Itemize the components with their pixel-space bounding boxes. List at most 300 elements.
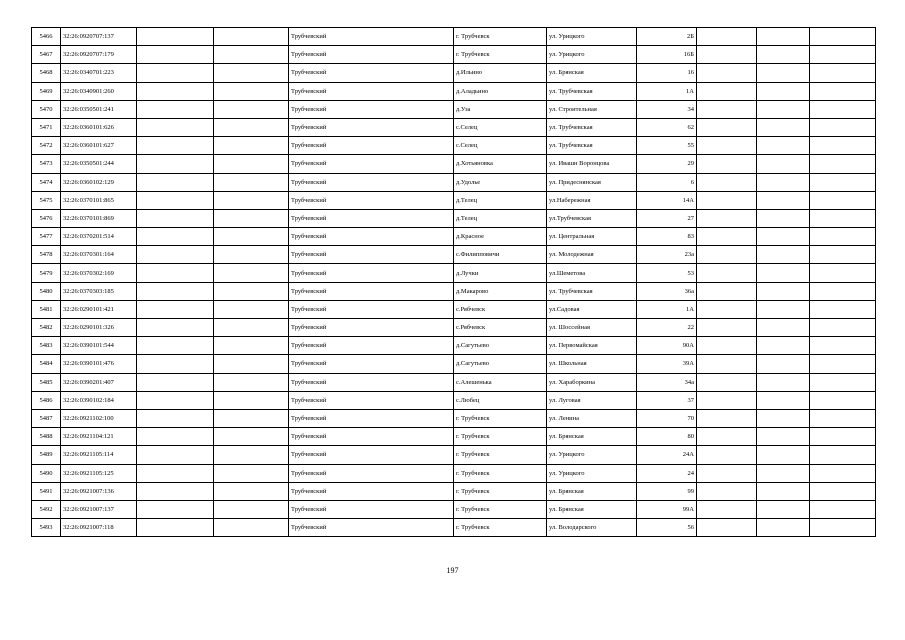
cell-empty — [810, 337, 876, 355]
cell-empty — [757, 264, 810, 282]
cell-empty — [697, 100, 757, 118]
cell-house: 6 — [637, 173, 697, 191]
table-row — [32, 246, 876, 264]
cell-number: 5469 — [32, 82, 61, 100]
cell-empty — [137, 428, 214, 446]
cell-district: Трубчевский — [289, 137, 454, 155]
table-row — [32, 46, 876, 64]
cell-empty — [214, 300, 289, 318]
cell-empty — [697, 391, 757, 409]
cell-empty — [214, 428, 289, 446]
cell-empty — [214, 118, 289, 136]
cell-street: ул. Брянская — [547, 482, 637, 500]
cell-cadastral-number: 32:26:0921007:136 — [61, 482, 137, 500]
cell-empty — [697, 82, 757, 100]
cell-empty — [214, 209, 289, 227]
cell-number: 5482 — [32, 319, 61, 337]
cell-empty — [810, 319, 876, 337]
cell-empty — [697, 155, 757, 173]
cell-number: 5468 — [32, 64, 61, 82]
cell-locality: д.Хотьяновка — [454, 155, 547, 173]
cell-empty — [214, 282, 289, 300]
cell-empty — [214, 46, 289, 64]
cell-locality: д.Удолье — [454, 173, 547, 191]
cell-house: 22 — [637, 319, 697, 337]
cell-empty — [810, 28, 876, 46]
table-row — [32, 264, 876, 282]
cell-empty — [697, 337, 757, 355]
cell-empty — [137, 264, 214, 282]
cell-empty — [697, 428, 757, 446]
cell-cadastral-number: 32:26:0370201:514 — [61, 228, 137, 246]
cell-empty — [697, 209, 757, 227]
cell-locality: г. Трубчевск — [454, 409, 547, 427]
cell-empty — [697, 137, 757, 155]
cell-cadastral-number: 32:26:0360101:627 — [61, 137, 137, 155]
cell-empty — [137, 173, 214, 191]
cell-house: 2Б — [637, 28, 697, 46]
cell-cadastral-number: 32:26:0920707:137 — [61, 28, 137, 46]
cell-street: ул. Урицкого — [547, 464, 637, 482]
cell-number: 5470 — [32, 100, 61, 118]
cell-number: 5478 — [32, 246, 61, 264]
cell-empty — [214, 391, 289, 409]
cell-empty — [757, 319, 810, 337]
cell-empty — [757, 500, 810, 518]
cell-empty — [810, 155, 876, 173]
cell-street: ул.Трубчевская — [547, 209, 637, 227]
cell-house: 37 — [637, 391, 697, 409]
cell-empty — [214, 355, 289, 373]
cell-empty — [757, 118, 810, 136]
cell-locality: д.Сагутьево — [454, 337, 547, 355]
cell-cadastral-number: 32:26:0360101:626 — [61, 118, 137, 136]
cell-empty — [137, 82, 214, 100]
cell-district: Трубчевский — [289, 282, 454, 300]
table-row — [32, 464, 876, 482]
cell-empty — [810, 64, 876, 82]
cell-empty — [810, 82, 876, 100]
cell-empty — [137, 373, 214, 391]
cell-number: 5476 — [32, 209, 61, 227]
cell-number: 5488 — [32, 428, 61, 446]
cell-empty — [697, 118, 757, 136]
cell-district: Трубчевский — [289, 118, 454, 136]
cell-cadastral-number: 32:26:0340901:260 — [61, 82, 137, 100]
table-row — [32, 228, 876, 246]
cell-district: Трубчевский — [289, 428, 454, 446]
cell-district: Трубчевский — [289, 373, 454, 391]
cell-empty — [214, 28, 289, 46]
cell-street: ул. Луговая — [547, 391, 637, 409]
cell-empty — [757, 100, 810, 118]
table-body — [32, 28, 876, 537]
cell-empty — [214, 246, 289, 264]
cell-empty — [757, 391, 810, 409]
cell-house: 70 — [637, 409, 697, 427]
cell-cadastral-number: 32:26:0920707:179 — [61, 46, 137, 64]
cell-district: Трубчевский — [289, 355, 454, 373]
cell-empty — [137, 64, 214, 82]
table-row — [32, 137, 876, 155]
cell-empty — [214, 155, 289, 173]
cell-empty — [137, 355, 214, 373]
cell-empty — [137, 337, 214, 355]
cell-house: 53 — [637, 264, 697, 282]
page-number: 197 — [446, 566, 459, 575]
cell-empty — [137, 100, 214, 118]
cell-cadastral-number: 32:26:0370302:169 — [61, 264, 137, 282]
cell-empty — [137, 246, 214, 264]
cell-empty — [810, 282, 876, 300]
cell-number: 5486 — [32, 391, 61, 409]
cell-locality: д.Ильино — [454, 64, 547, 82]
cell-cadastral-number: 32:26:0390201:407 — [61, 373, 137, 391]
cell-number: 5491 — [32, 482, 61, 500]
cell-empty — [697, 246, 757, 264]
cell-empty — [810, 464, 876, 482]
cell-empty — [137, 391, 214, 409]
cell-house: 24 — [637, 464, 697, 482]
table-row — [32, 428, 876, 446]
cell-empty — [810, 409, 876, 427]
cell-empty — [810, 228, 876, 246]
cell-empty — [137, 409, 214, 427]
cell-street: ул. Придеснянская — [547, 173, 637, 191]
cell-empty — [810, 173, 876, 191]
cell-empty — [137, 191, 214, 209]
cell-locality: д.Макарово — [454, 282, 547, 300]
cell-district: Трубчевский — [289, 46, 454, 64]
cell-empty — [137, 519, 214, 537]
cell-empty — [137, 482, 214, 500]
table-row — [32, 173, 876, 191]
cell-number: 5467 — [32, 46, 61, 64]
cell-empty — [137, 46, 214, 64]
cell-empty — [137, 282, 214, 300]
cell-house: 27 — [637, 209, 697, 227]
cell-street: ул. Первомайская — [547, 337, 637, 355]
cell-empty — [214, 264, 289, 282]
cell-empty — [810, 137, 876, 155]
cell-house: 36а — [637, 282, 697, 300]
cell-empty — [697, 300, 757, 318]
cell-street: ул. Трубчевская — [547, 82, 637, 100]
cell-locality: с.Селец — [454, 118, 547, 136]
cell-house: 24А — [637, 446, 697, 464]
cell-district: Трубчевский — [289, 446, 454, 464]
cell-district: Трубчевский — [289, 28, 454, 46]
cell-empty — [810, 264, 876, 282]
table-row — [32, 446, 876, 464]
cell-empty — [697, 264, 757, 282]
cell-cadastral-number: 32:26:0360102:129 — [61, 173, 137, 191]
cell-district: Трубчевский — [289, 155, 454, 173]
cell-empty — [697, 173, 757, 191]
cell-number: 5480 — [32, 282, 61, 300]
cell-empty — [757, 82, 810, 100]
cell-locality: д.Аладьино — [454, 82, 547, 100]
cell-empty — [810, 373, 876, 391]
cell-district: Трубчевский — [289, 228, 454, 246]
cell-cadastral-number: 32:26:0370301:164 — [61, 246, 137, 264]
cell-empty — [757, 300, 810, 318]
cell-empty — [214, 373, 289, 391]
cell-empty — [697, 191, 757, 209]
cell-cadastral-number: 32:26:0921105:125 — [61, 464, 137, 482]
cell-empty — [137, 137, 214, 155]
table-row — [32, 300, 876, 318]
cell-number: 5490 — [32, 464, 61, 482]
cell-empty — [214, 519, 289, 537]
cell-empty — [810, 391, 876, 409]
cell-house: 80 — [637, 428, 697, 446]
cell-empty — [810, 46, 876, 64]
cell-district: Трубчевский — [289, 337, 454, 355]
cell-street: ул. Урицкого — [547, 446, 637, 464]
cell-district: Трубчевский — [289, 319, 454, 337]
cell-locality: г. Трубчевск — [454, 446, 547, 464]
cell-empty — [697, 519, 757, 537]
cell-street: ул. Брянская — [547, 500, 637, 518]
table-row — [32, 500, 876, 518]
cell-cadastral-number: 32:26:0290101:326 — [61, 319, 137, 337]
cell-locality: с.Филипповичи — [454, 246, 547, 264]
cell-empty — [137, 319, 214, 337]
cell-district: Трубчевский — [289, 464, 454, 482]
cell-district: Трубчевский — [289, 391, 454, 409]
cell-street: ул. Ленина — [547, 409, 637, 427]
table-row — [32, 355, 876, 373]
cell-empty — [214, 464, 289, 482]
cell-street: ул. Урицкого — [547, 46, 637, 64]
cell-empty — [757, 428, 810, 446]
cell-empty — [757, 191, 810, 209]
cell-cadastral-number: 32:26:0390101:476 — [61, 355, 137, 373]
cell-district: Трубчевский — [289, 82, 454, 100]
cell-empty — [137, 300, 214, 318]
cell-empty — [757, 355, 810, 373]
cell-street: ул. Шоссейная — [547, 319, 637, 337]
cell-street: ул. Молодежная — [547, 246, 637, 264]
cell-house: 23а — [637, 246, 697, 264]
cell-street: ул. Школьная — [547, 355, 637, 373]
cell-empty — [757, 409, 810, 427]
table-row — [32, 391, 876, 409]
cell-empty — [214, 173, 289, 191]
cell-empty — [137, 155, 214, 173]
cell-empty — [697, 464, 757, 482]
table-row — [32, 282, 876, 300]
cell-empty — [757, 246, 810, 264]
cell-street: ул. Центральная — [547, 228, 637, 246]
cell-empty — [697, 228, 757, 246]
cell-locality: г. Трубчевск — [454, 482, 547, 500]
cell-cadastral-number: 32:26:0390102:184 — [61, 391, 137, 409]
cell-number: 5473 — [32, 155, 61, 173]
cell-number: 5485 — [32, 373, 61, 391]
cell-street: ул. Трубчевская — [547, 118, 637, 136]
cell-district: Трубчевский — [289, 264, 454, 282]
cell-empty — [757, 46, 810, 64]
cell-locality: г. Трубчевск — [454, 519, 547, 537]
cell-house: 62 — [637, 118, 697, 136]
cell-empty — [697, 64, 757, 82]
cell-cadastral-number: 32:26:0370101:869 — [61, 209, 137, 227]
cell-number: 5484 — [32, 355, 61, 373]
cell-empty — [214, 228, 289, 246]
cell-house: 90А — [637, 337, 697, 355]
cell-empty — [697, 373, 757, 391]
cell-empty — [810, 500, 876, 518]
cell-locality: г. Трубчевск — [454, 428, 547, 446]
cell-street: ул.Набережная — [547, 191, 637, 209]
table-row — [32, 519, 876, 537]
cell-empty — [137, 118, 214, 136]
cell-cadastral-number: 32:26:0921104:121 — [61, 428, 137, 446]
table-row — [32, 409, 876, 427]
cell-district: Трубчевский — [289, 300, 454, 318]
cell-locality: д.Сагутьево — [454, 355, 547, 373]
cell-street: ул. Урицкого — [547, 28, 637, 46]
cell-locality: д.Лучки — [454, 264, 547, 282]
table-row — [32, 209, 876, 227]
cell-empty — [214, 337, 289, 355]
cell-empty — [757, 173, 810, 191]
cell-empty — [757, 464, 810, 482]
table-row — [32, 155, 876, 173]
cell-cadastral-number: 32:26:0370101:865 — [61, 191, 137, 209]
cell-empty — [810, 446, 876, 464]
cell-street: ул. Брянская — [547, 64, 637, 82]
cell-cadastral-number: 32:26:0350501:241 — [61, 100, 137, 118]
cell-locality: г. Трубчевск — [454, 500, 547, 518]
cell-empty — [137, 209, 214, 227]
cell-cadastral-number: 32:26:0350501:244 — [61, 155, 137, 173]
cell-empty — [810, 209, 876, 227]
cell-locality: с.Алешенька — [454, 373, 547, 391]
cell-number: 5493 — [32, 519, 61, 537]
cell-district: Трубчевский — [289, 409, 454, 427]
table-row — [32, 118, 876, 136]
table-row — [32, 28, 876, 46]
cell-empty — [757, 64, 810, 82]
cell-number: 5474 — [32, 173, 61, 191]
cell-number: 5483 — [32, 337, 61, 355]
cell-empty — [757, 228, 810, 246]
cell-empty — [810, 519, 876, 537]
cell-number: 5481 — [32, 300, 61, 318]
cell-district: Трубчевский — [289, 482, 454, 500]
cell-empty — [137, 28, 214, 46]
cell-empty — [810, 355, 876, 373]
table-row — [32, 337, 876, 355]
cell-cadastral-number: 32:26:0290101:421 — [61, 300, 137, 318]
cell-cadastral-number: 32:26:0921102:100 — [61, 409, 137, 427]
cell-empty — [214, 82, 289, 100]
cell-empty — [757, 337, 810, 355]
cell-empty — [214, 100, 289, 118]
cell-house: 1А — [637, 300, 697, 318]
cell-empty — [697, 319, 757, 337]
cell-locality: с.Селец — [454, 137, 547, 155]
cell-cadastral-number: 32:26:0921105:114 — [61, 446, 137, 464]
cell-street: ул. Брянская — [547, 428, 637, 446]
table-row — [32, 82, 876, 100]
cell-district: Трубчевский — [289, 64, 454, 82]
cell-locality: г. Трубчевск — [454, 46, 547, 64]
cell-empty — [757, 282, 810, 300]
cell-house: 99А — [637, 500, 697, 518]
cell-number: 5477 — [32, 228, 61, 246]
cell-number: 5471 — [32, 118, 61, 136]
cell-locality: д.Красное — [454, 228, 547, 246]
table-row — [32, 319, 876, 337]
cell-district: Трубчевский — [289, 246, 454, 264]
cell-number: 5479 — [32, 264, 61, 282]
cell-house: 39А — [637, 355, 697, 373]
cell-locality: с.Рябчевск — [454, 319, 547, 337]
cell-house: 55 — [637, 137, 697, 155]
cell-empty — [697, 409, 757, 427]
cell-empty — [137, 464, 214, 482]
cell-district: Трубчевский — [289, 209, 454, 227]
cell-number: 5492 — [32, 500, 61, 518]
cell-street: ул. Трубчевская — [547, 137, 637, 155]
cell-locality: д.Телец — [454, 209, 547, 227]
cell-locality: с.Любец — [454, 391, 547, 409]
cell-house: 1А — [637, 82, 697, 100]
cell-empty — [214, 319, 289, 337]
table-row — [32, 64, 876, 82]
cell-empty — [697, 355, 757, 373]
cell-locality: г. Трубчевск — [454, 28, 547, 46]
cell-empty — [214, 446, 289, 464]
cell-empty — [697, 500, 757, 518]
cell-empty — [214, 137, 289, 155]
cell-street: ул. Ивашн Воронцова — [547, 155, 637, 173]
cell-cadastral-number: 32:26:0390101:544 — [61, 337, 137, 355]
cell-empty — [137, 228, 214, 246]
cell-number: 5475 — [32, 191, 61, 209]
cell-empty — [214, 409, 289, 427]
cell-empty — [214, 64, 289, 82]
cell-locality: г. Трубчевск — [454, 464, 547, 482]
cell-house: 83 — [637, 228, 697, 246]
cell-street: ул. Володарского — [547, 519, 637, 537]
cell-number: 5487 — [32, 409, 61, 427]
cell-house: 34а — [637, 373, 697, 391]
cell-locality: д.Уза — [454, 100, 547, 118]
cell-house: 14А — [637, 191, 697, 209]
table-row — [32, 100, 876, 118]
cell-district: Трубчевский — [289, 191, 454, 209]
cell-empty — [810, 482, 876, 500]
cell-empty — [757, 28, 810, 46]
cell-cadastral-number: 32:26:0340701:223 — [61, 64, 137, 82]
cell-house: 16 — [637, 64, 697, 82]
cell-cadastral-number: 32:26:0921007:137 — [61, 500, 137, 518]
cell-empty — [810, 428, 876, 446]
cell-cadastral-number: 32:26:0921007:118 — [61, 519, 137, 537]
cell-number: 5466 — [32, 28, 61, 46]
cell-empty — [757, 373, 810, 391]
cell-house: 99 — [637, 482, 697, 500]
cell-empty — [697, 282, 757, 300]
cell-house: 29 — [637, 155, 697, 173]
cell-street: ул. Хараборкина — [547, 373, 637, 391]
cell-empty — [214, 500, 289, 518]
